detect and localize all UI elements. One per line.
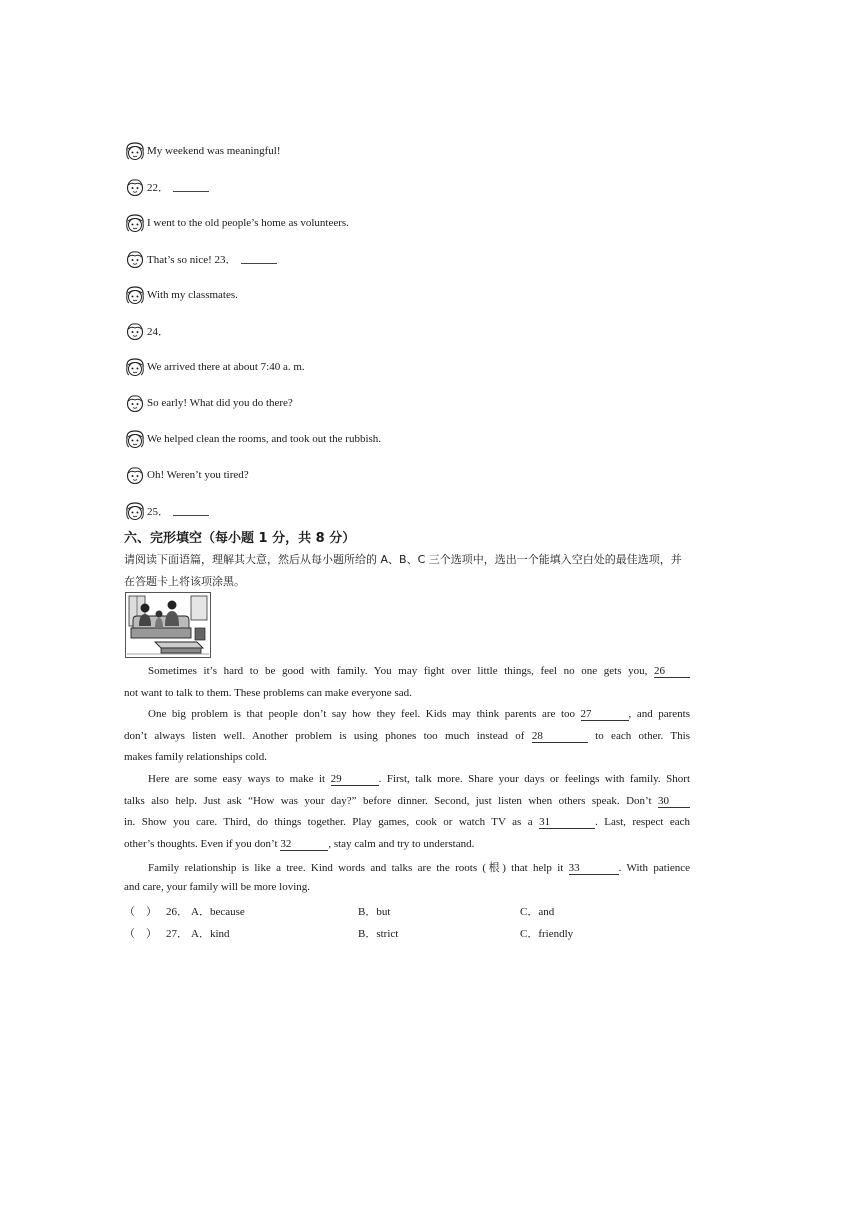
dialogue-line [124, 139, 281, 163]
passage-text: in. Show you care. Third, do things together. Play games, cook or watch TV as a [124, 816, 533, 828]
dialogue-text: That’s so nice! 23． [147, 254, 237, 266]
dialogue-line [124, 247, 277, 271]
passage-line [124, 708, 690, 724]
passage-line [124, 665, 690, 681]
option-b[interactable]: B．strict [358, 928, 399, 940]
question-number: 26． [166, 906, 188, 918]
passage-text: , stay calm and try to understand. [328, 838, 475, 850]
passage-text: talks also help. Just ask “How was your day?” before dinner. Second, just listen when others speak. Don’t [124, 795, 652, 807]
passage-text: , and parents [628, 708, 690, 720]
passage-line [124, 773, 690, 789]
answer-blank [241, 254, 277, 264]
passage-text: . First, talk more. Share your days or feelings with family. Short [378, 773, 690, 785]
dialogue-text: 22． [147, 182, 169, 194]
dialogue-text: With my classmates. [147, 289, 238, 301]
passage-text: One big problem is that people don’t say how they feel. Kids may think parents are too [148, 708, 576, 720]
passage-text: to each other. This [595, 730, 690, 742]
passage-text: . With patience [618, 862, 690, 874]
passage-line: makes family relationships cold. [124, 751, 267, 763]
boy-face-icon [124, 248, 146, 270]
family-illustration [125, 592, 211, 658]
passage-text: don’t always listen well. Another problem is using phones too much instead of [124, 730, 525, 742]
option-a[interactable]: A．because [191, 906, 245, 918]
blank-30: 30 [658, 795, 690, 808]
dialogue-line [124, 211, 349, 235]
passage-line: not want to talk to them. These problems can make everyone sad. [124, 687, 412, 699]
passage-line: and care, your family will be more loving. [124, 881, 311, 893]
dialogue-line [124, 463, 249, 487]
passage-line [124, 730, 690, 746]
blank-28: 28 [532, 730, 588, 743]
question-number: 27． [166, 928, 188, 940]
dialogue-line [124, 499, 209, 523]
answer-blank [173, 506, 209, 516]
girl-face-icon [124, 428, 146, 450]
dialogue-text: 25． [147, 506, 169, 518]
girl-face-icon [124, 284, 146, 306]
answer-paren[interactable]: （ ） [124, 928, 157, 940]
blank-32: 32 [280, 838, 328, 851]
dialogue-text: I went to the old people’s home as volunteers. [147, 217, 349, 229]
passage-line [124, 838, 690, 854]
dialogue-line [124, 355, 305, 379]
section-title: 六、完形填空（每小题 1 分，共 8 分） [124, 531, 356, 546]
passage-text: . Last, respect each [595, 816, 691, 828]
dialogue-line [124, 391, 293, 415]
option-b[interactable]: B．but [358, 906, 391, 918]
dialogue-line [124, 319, 169, 343]
passage-text: Family relationship is like a tree. Kind words and talks are the roots (根) that help it [148, 862, 564, 874]
blank-26: 26 [654, 665, 690, 678]
passage-line [124, 816, 690, 832]
option-c[interactable]: C．and [520, 906, 555, 918]
passage-line [124, 795, 690, 811]
passage-text: Sometimes it’s hard to be good with family. You may fight over little things, feel no one gets you, [148, 665, 648, 677]
dialogue-text: So early! What did you do there? [147, 397, 293, 409]
option-c[interactable]: C．friendly [520, 928, 574, 940]
section-instruction: 请阅读下面语篇，理解其大意，然后从每小题所给的 A、B、C 三个选项中，选出一个能填入空白处的最佳选项，并在答题卡上将该项涂黑。 [124, 553, 682, 588]
blank-31: 31 [539, 816, 595, 829]
dialogue-line [124, 427, 381, 451]
boy-face-icon [124, 176, 146, 198]
dialogue-text: 24． [147, 326, 169, 338]
option-a[interactable]: A．kind [191, 928, 230, 940]
dialogue-text: We arrived there at about 7:40 a. m. [147, 361, 305, 373]
dialogue-line [124, 283, 238, 307]
girl-face-icon [124, 140, 146, 162]
passage-text: other’s thoughts. Even if you don’t [124, 838, 278, 850]
girl-face-icon [124, 212, 146, 234]
boy-face-icon [124, 320, 146, 342]
girl-face-icon [124, 500, 146, 522]
passage-text: Here are some easy ways to make it [148, 773, 326, 785]
dialogue-text: My weekend was meaningful! [147, 145, 281, 157]
blank-33: 33 [569, 862, 619, 875]
answer-paren[interactable]: （ ） [124, 906, 157, 918]
boy-face-icon [124, 392, 146, 414]
blank-29: 29 [331, 773, 379, 786]
dialogue-text: Oh! Weren’t you tired? [147, 469, 249, 481]
boy-face-icon [124, 464, 146, 486]
girl-face-icon [124, 356, 146, 378]
dialogue-text: We helped clean the rooms, and took out the rubbish. [147, 433, 382, 445]
dialogue-line [124, 175, 209, 199]
blank-27: 27 [581, 708, 629, 721]
passage-line [124, 859, 690, 875]
answer-blank [173, 182, 209, 192]
